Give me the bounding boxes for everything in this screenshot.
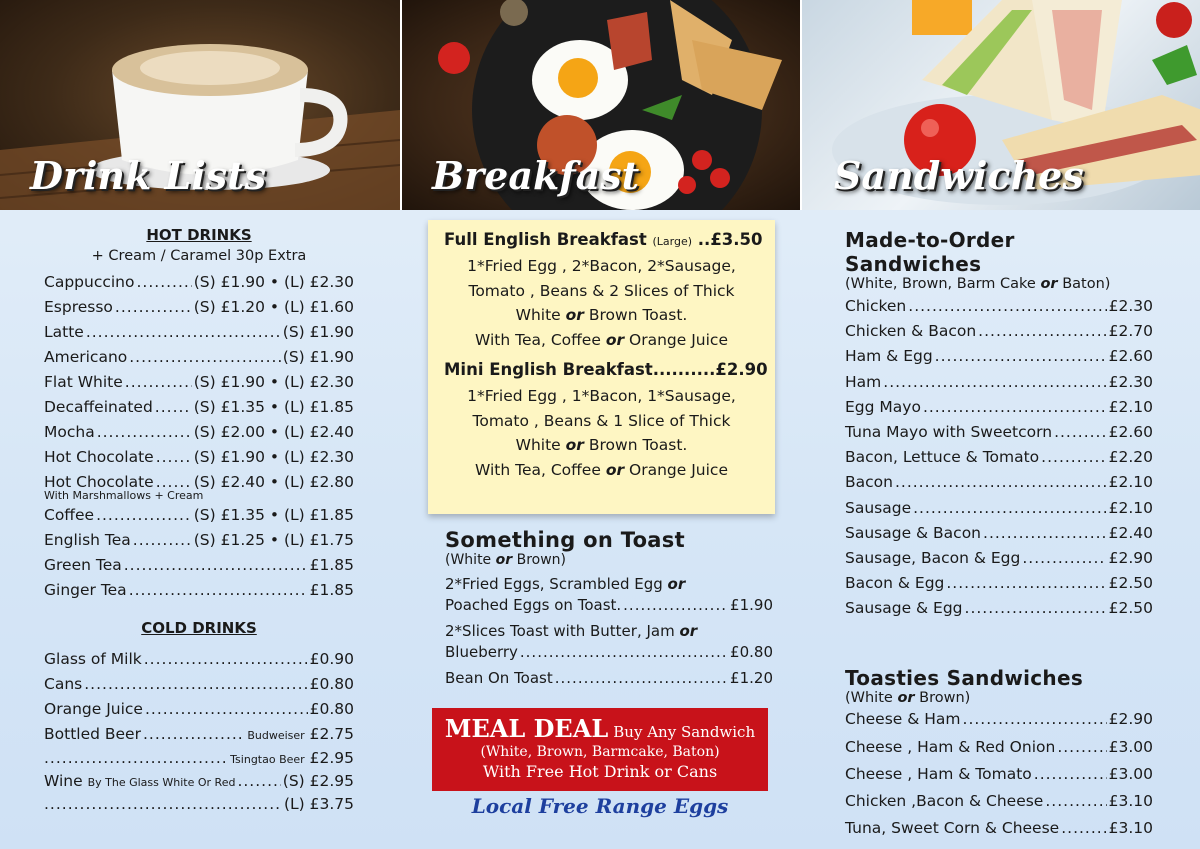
item-name: Decaffeinated	[44, 398, 153, 416]
item-price: £2.60	[1108, 422, 1153, 441]
made-to-order-bread-options: (White, Brown, Barm Cake or Baton)	[845, 276, 1111, 292]
item-name: Coffee	[44, 506, 95, 524]
menu-item-row	[845, 294, 1153, 319]
item-price: £2.50	[1108, 599, 1153, 618]
marshmallow-note: With Marshmallows + Cream	[44, 489, 204, 502]
mini-breakfast-description: 1*Fried Egg , 1*Bacon, 1*Sausage, Tomato , Beans & 1 Slice of Thick White or Brown Toast. With Tea, Coffee or Orange Juice	[467, 387, 736, 479]
menu-item-row	[44, 270, 354, 295]
item-price: (S) £1.25 • (L) £1.75	[193, 531, 354, 549]
meal-deal-tagline: Buy Any Sandwich	[613, 723, 756, 741]
item-price: (S) £2.40 • (L) £2.80	[193, 473, 354, 491]
menu-item-row	[845, 496, 1153, 521]
toast-bread-options: (White or Brown)	[445, 552, 567, 568]
menu-item-row	[44, 420, 354, 445]
item-name: Ginger Tea	[44, 581, 127, 599]
drinks-banner-panel	[0, 0, 400, 210]
item-name: Americano	[44, 348, 128, 366]
item-price: £2.40	[1108, 523, 1153, 542]
menu-item-row	[845, 706, 1153, 733]
wine-note: By The Glass White Or Red	[87, 776, 236, 789]
menu-item-row	[845, 420, 1153, 445]
breakfast-banner-title: Breakfast	[432, 153, 640, 198]
breakfast-banner-panel	[400, 0, 800, 210]
item-price: £2.30	[1108, 297, 1153, 315]
item-name: Chicken ,Bacon & Cheese	[845, 792, 1044, 810]
item-price: £2.50	[1108, 574, 1153, 593]
menu-item-row	[44, 697, 354, 722]
item-name: Chicken	[845, 297, 907, 315]
item-price: £2.30	[1108, 372, 1153, 391]
item-name: Wine	[44, 772, 83, 790]
menu-item-row	[845, 596, 1153, 621]
menu-item-row	[44, 672, 354, 697]
item-name: Bacon, Lettuce & Tomato	[845, 448, 1040, 467]
hot-drinks-heading: HOT DRINKS	[146, 226, 252, 244]
toast-item: 2*Slices Toast with Butter, Jam or Blueberry ..... £0.80	[445, 621, 773, 663]
item-price: £1.85	[309, 581, 354, 599]
item-price: £2.70	[1108, 322, 1153, 341]
menu-item-row	[845, 815, 1153, 842]
sandwiches-banner-title: Sandwiches	[834, 153, 1084, 198]
meal-deal-breads: (White, Brown, Barmcake, Baton)	[480, 744, 720, 760]
item-name: Chicken & Bacon	[845, 322, 977, 341]
meal-deal-title: MEAL DEAL	[444, 714, 609, 743]
menu-item-row	[845, 761, 1153, 788]
toast-section	[428, 528, 773, 689]
menu-item-row	[845, 788, 1153, 815]
menu-item-row	[845, 370, 1153, 395]
item-price: (L) £3.75	[283, 795, 354, 813]
item-price: (S) £2.95	[282, 772, 354, 790]
item-price: £2.90	[1108, 710, 1153, 729]
item-name: Sausage & Bacon	[845, 523, 982, 542]
full-breakfast-title: Full English Breakfast (Large) ..£3.50	[444, 230, 763, 249]
item-price: (S) £1.90 • (L) £2.30	[193, 373, 354, 391]
item-price: £0.90	[309, 650, 354, 668]
item-name: Latte	[44, 323, 84, 341]
beer-brand: Tsingtao Beer	[230, 753, 305, 766]
menu-item-row	[44, 578, 354, 603]
drinks-banner-title: Drink Lists	[30, 153, 267, 198]
menu-item-row	[845, 395, 1153, 420]
menu-item-row	[44, 747, 354, 769]
menu-item-row	[845, 344, 1153, 369]
menu-item-row	[44, 345, 354, 370]
sandwiches-banner-panel	[800, 0, 1200, 210]
toast-item: 2*Fried Eggs, Scrambled Egg or Poached Eggs on Toast. ..... £1.90	[445, 574, 773, 616]
item-price: £2.20	[1108, 448, 1153, 467]
menu-item-row	[44, 769, 354, 794]
item-price: (S) £1.90	[282, 348, 354, 366]
item-price: £3.00	[1108, 737, 1153, 756]
made-to-order-heading: Made-to-Order Sandwiches	[845, 228, 1015, 276]
item-price: £2.75	[309, 725, 354, 743]
item-price: £0.80	[309, 675, 354, 693]
item-price: £1.85	[309, 556, 354, 574]
meal-deal-banner	[432, 708, 768, 791]
item-price: £3.10	[1108, 792, 1153, 810]
item-name: Cheese , Ham & Red Onion	[845, 737, 1056, 756]
menu-item-row	[44, 445, 354, 470]
menu-item-row	[44, 503, 354, 528]
item-price: £2.95	[309, 749, 354, 767]
item-name: Cheese , Ham & Tomato	[845, 764, 1032, 783]
menu-item-row	[845, 470, 1153, 495]
item-price: (S) £1.20 • (L) £1.60	[193, 298, 354, 316]
menu-item-row	[44, 553, 354, 578]
sandwiches-column	[845, 228, 1153, 842]
item-price: £0.80	[309, 700, 354, 718]
menu-item-row	[845, 319, 1153, 344]
item-name: Orange Juice	[44, 700, 143, 718]
item-name: Sausage, Bacon & Egg	[845, 548, 1021, 567]
item-name: Ham	[845, 372, 882, 391]
cold-drinks-heading: COLD DRINKS	[141, 619, 257, 637]
item-price: £2.10	[1108, 397, 1153, 416]
item-name: Bottled Beer	[44, 725, 141, 743]
menu-item-row	[845, 521, 1153, 546]
item-name: Bacon	[845, 473, 893, 492]
menu-item-row	[44, 528, 354, 553]
full-breakfast-description: 1*Fried Egg , 2*Bacon, 2*Sausage, Tomato , Beans & 2 Slices of Thick White or Brown Toast. With Tea, Coffee or Orange Juice	[467, 257, 736, 349]
meal-deal-offer: With Free Hot Drink or Cans	[482, 762, 718, 781]
toast-heading: Something on Toast	[445, 528, 685, 552]
item-name: Sausage	[845, 498, 912, 517]
item-price: £2.60	[1108, 347, 1153, 366]
mini-breakfast-title: Mini English Breakfast..........£2.90	[444, 360, 768, 379]
item-price: (S) £1.90	[282, 323, 354, 341]
item-price: (S) £1.90 • (L) £2.30	[193, 273, 354, 291]
item-name: Cans	[44, 675, 83, 693]
breakfast-column	[428, 220, 775, 689]
item-name: Hot Chocolate	[44, 448, 154, 466]
item-price: (S) £1.35 • (L) £1.85	[193, 398, 354, 416]
item-name: Cappuccino	[44, 273, 135, 291]
item-name: Egg Mayo	[845, 397, 921, 416]
menu-item-row	[44, 370, 354, 395]
item-name: Flat White	[44, 373, 123, 391]
drinks-column	[44, 226, 354, 814]
item-price: £2.10	[1108, 498, 1153, 517]
item-name: English Tea	[44, 531, 131, 549]
item-name: Tuna Mayo with Sweetcorn	[845, 422, 1053, 441]
menu-item-row	[44, 320, 354, 345]
menu-item-row	[845, 546, 1153, 571]
item-price: £3.00	[1108, 764, 1153, 783]
menu-item-row	[845, 445, 1153, 470]
item-name: Bacon & Egg	[845, 574, 945, 593]
item-price: £2.90	[1108, 548, 1153, 567]
item-name: Tuna, Sweet Corn & Cheese	[845, 819, 1060, 838]
hot-drinks-extra-note: + Cream / Caramel 30p Extra	[91, 248, 307, 264]
toasties-heading: Toasties Sandwiches	[845, 666, 1084, 691]
item-price: (S) £2.00 • (L) £2.40	[193, 423, 354, 441]
item-name: Ham & Egg	[845, 347, 933, 366]
toast-item: Bean On Toast ..... £1.20	[445, 668, 773, 689]
item-price: (S) £1.90 • (L) £2.30	[193, 448, 354, 466]
header-banner	[0, 0, 1200, 210]
menu-item-row	[44, 647, 354, 672]
menu-item-row	[845, 734, 1153, 761]
free-range-eggs-note: Local Free Range Eggs	[471, 794, 729, 818]
menu-item-row	[845, 571, 1153, 596]
item-name: Espresso	[44, 298, 113, 316]
breakfast-box	[428, 220, 775, 514]
menu-item-row	[44, 295, 354, 320]
item-name: Glass of Milk	[44, 650, 142, 668]
item-name: Cheese & Ham	[845, 710, 961, 729]
menu-item-row	[44, 794, 354, 814]
menu-item-row	[44, 395, 354, 420]
item-name: Green Tea	[44, 556, 122, 574]
beer-brand: Budweiser	[247, 729, 305, 742]
item-price: £2.10	[1108, 473, 1153, 492]
item-price: £3.10	[1108, 819, 1153, 838]
toasties-bread-options: (White or Brown)	[845, 690, 971, 707]
item-name: Hot Chocolate	[44, 473, 154, 491]
item-name: Mocha	[44, 423, 95, 441]
item-name: Sausage & Egg	[845, 599, 963, 618]
menu-item-row	[44, 722, 354, 747]
item-price: (S) £1.35 • (L) £1.85	[193, 506, 354, 524]
